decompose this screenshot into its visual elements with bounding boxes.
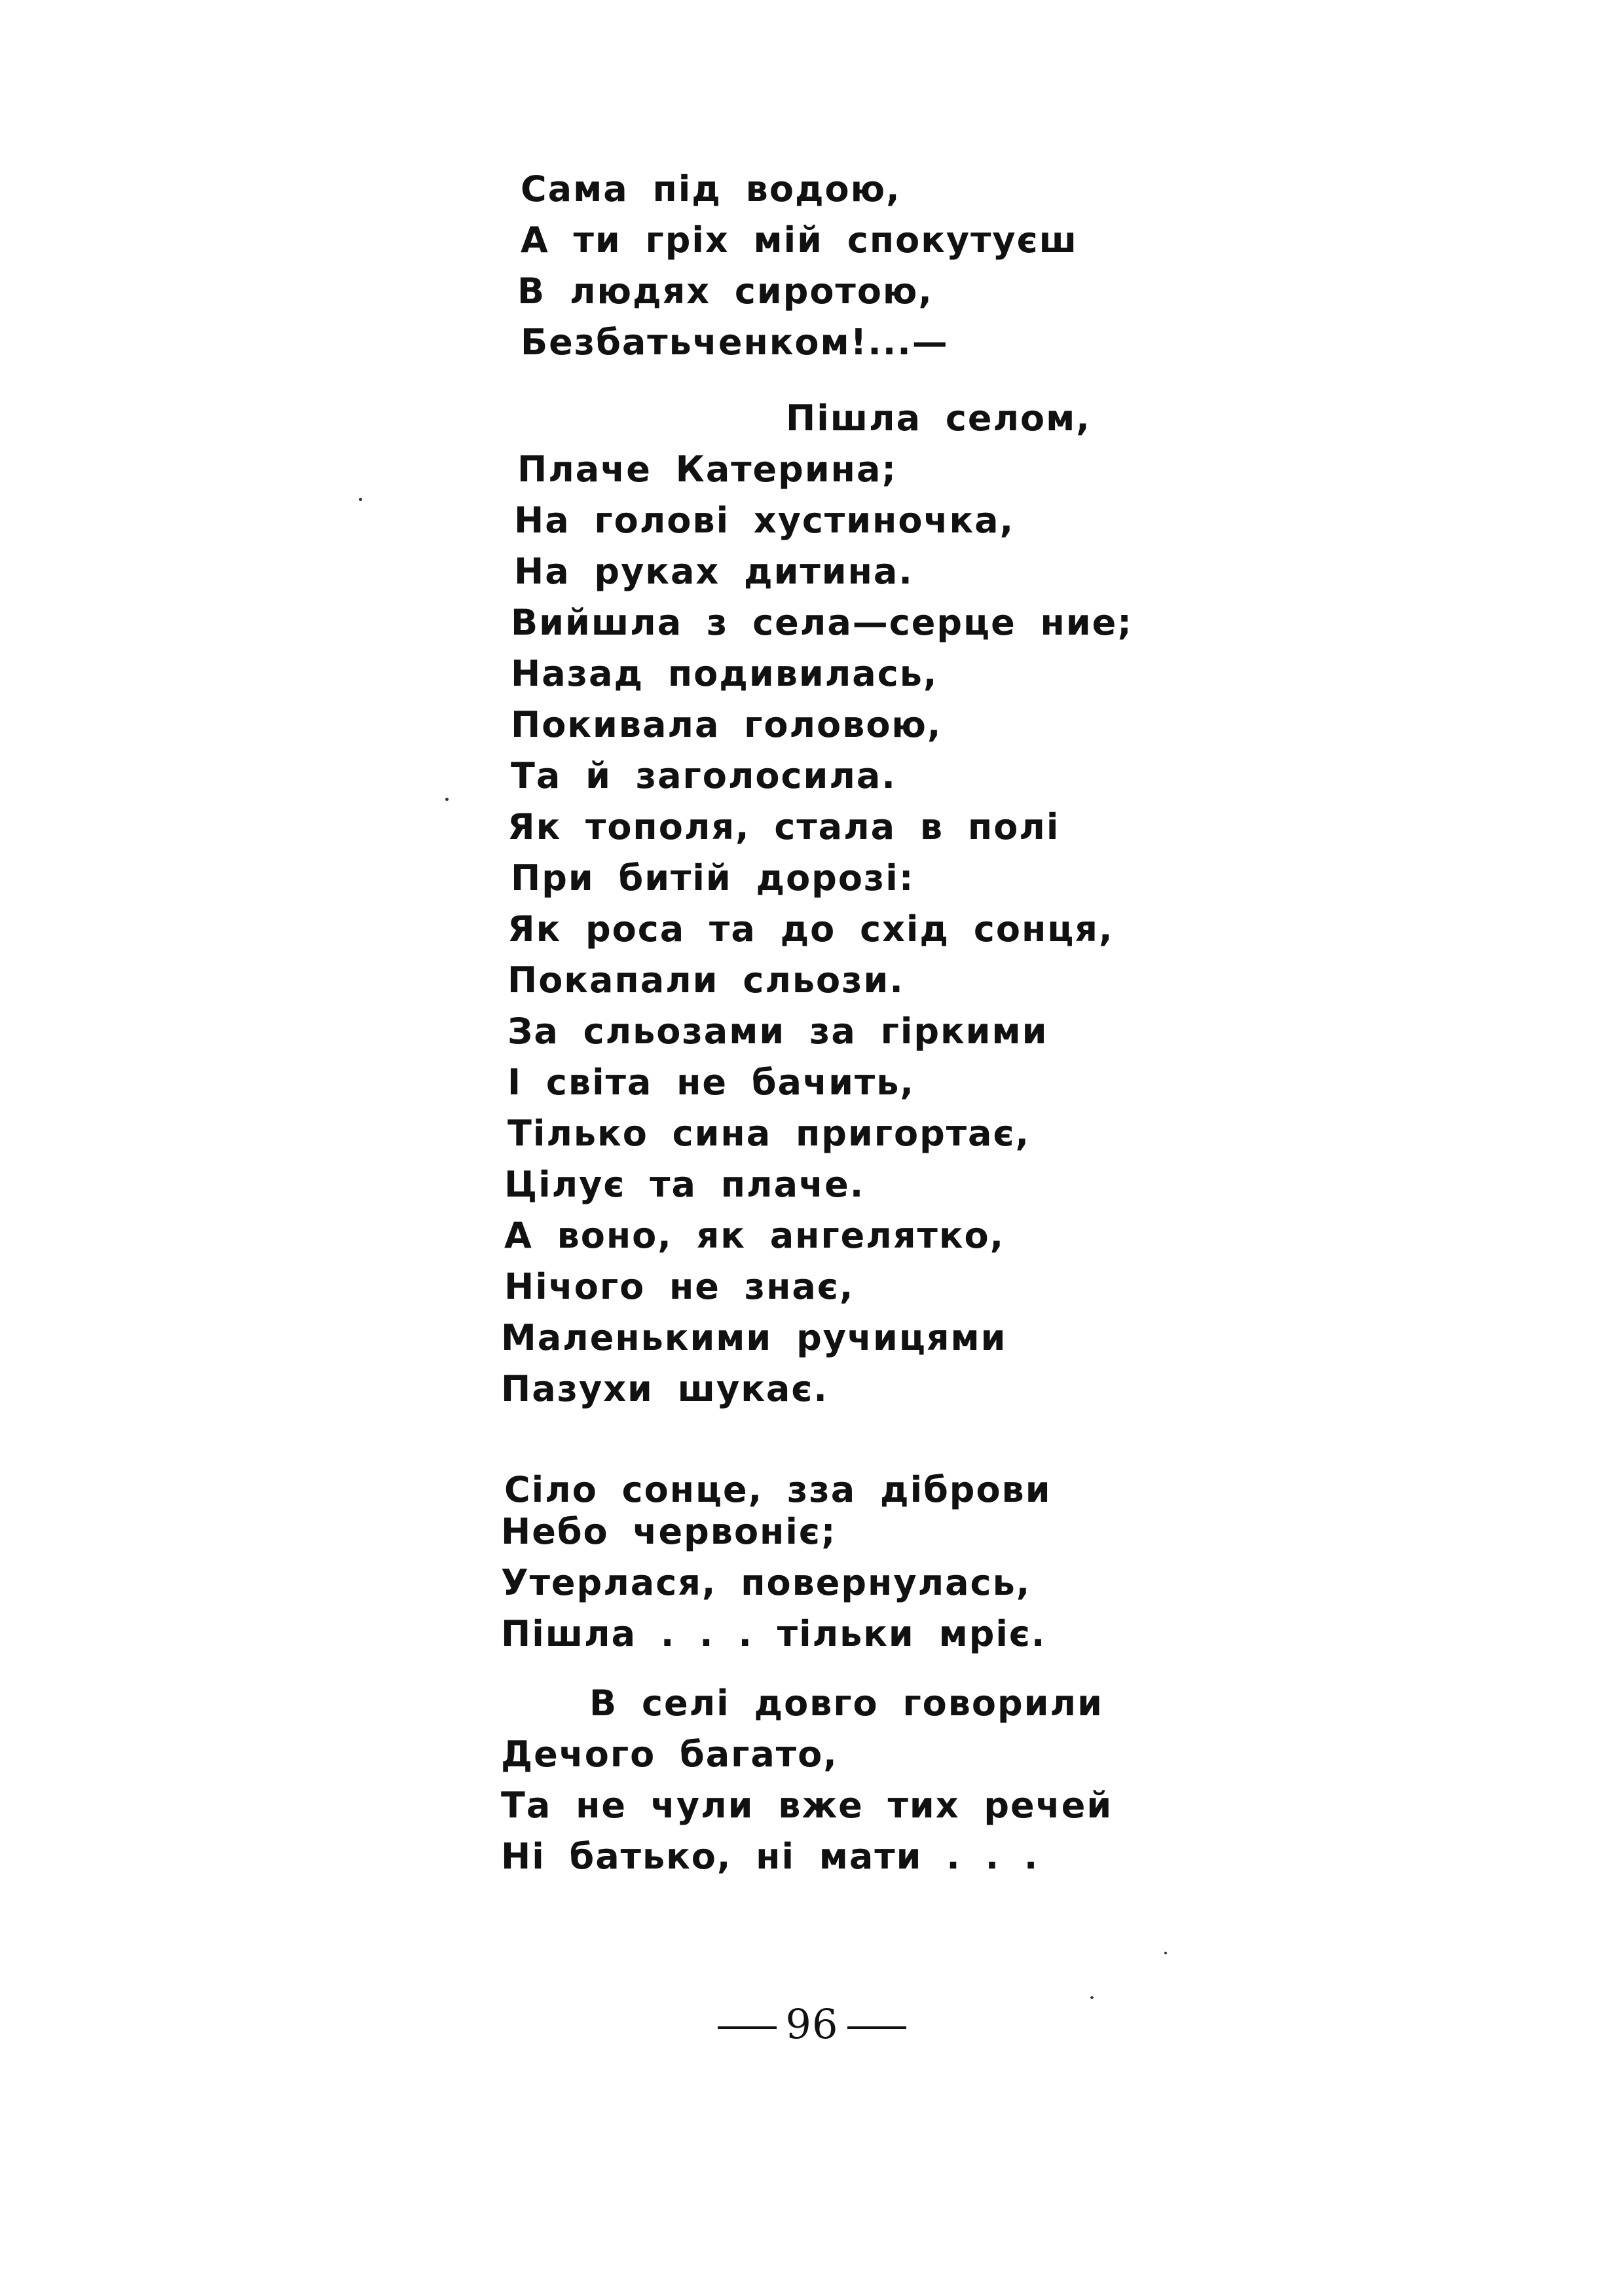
- poem-line: Цілує та плаче.: [504, 1164, 865, 1205]
- poem-line: Та не чули вже тих речей: [501, 1785, 1113, 1826]
- poem-line: Покивала головою,: [511, 704, 942, 745]
- page-number-value: 96: [785, 2000, 839, 2048]
- poem-line: Дечого багато,: [501, 1734, 838, 1775]
- poem-line: Тілько сина пригортає,: [507, 1113, 1031, 1154]
- dash-left: [718, 2026, 777, 2029]
- poem-line: Вийшла з села—серце ние;: [511, 602, 1133, 643]
- poem-line: Утерлася, повернулась,: [501, 1562, 1031, 1603]
- scan-speck: [359, 498, 362, 501]
- poem-line: Та й заголосила.: [511, 755, 896, 796]
- scan-speck: [445, 798, 449, 801]
- poem-line: Назад подивилась,: [511, 653, 938, 694]
- poem-line: Безбатьченком!...—: [521, 322, 949, 363]
- poem-line: А воно, як ангелятко,: [504, 1215, 1005, 1256]
- poem-line: І світа не бачить,: [507, 1062, 915, 1103]
- poem-line: Маленькими ручицями: [501, 1317, 1007, 1358]
- poem-line: Пішла селом,: [786, 398, 1091, 439]
- scan-speck: [1164, 1952, 1167, 1954]
- poem-line: При битій дорозі:: [511, 857, 915, 899]
- poem-line: На руках дитина.: [514, 551, 913, 592]
- poem-line: На голові хустиночка,: [514, 500, 1015, 541]
- poem-line: Сіло сонце, зза діброви: [504, 1469, 1052, 1510]
- poem-line: Як роса та до схід сонця,: [507, 908, 1114, 950]
- poem-line: Пішла . . . тільки мріє.: [501, 1613, 1046, 1654]
- page-number: [0, 2000, 1624, 2048]
- poem-line: Сама під водою,: [521, 168, 901, 210]
- poem-line: Ні батько, ні мати . . .: [501, 1836, 1039, 1877]
- poem-line: Покапали сльози.: [507, 959, 904, 1001]
- poem-line: В людях сиротою,: [517, 270, 933, 312]
- scan-speck: [1090, 1996, 1094, 1999]
- dash-right: [847, 2026, 906, 2029]
- poem-line: Як тополя, стала в полі: [507, 806, 1060, 847]
- poem-line: За сльозами за гіркими: [507, 1011, 1048, 1052]
- poem-line: А ти гріх мій спокутуєш: [521, 219, 1078, 261]
- poem-line: Небо червоніє;: [501, 1511, 837, 1552]
- poem-line: Нічого не знає,: [504, 1266, 855, 1307]
- poem-line: В селі довго говорили: [589, 1683, 1103, 1724]
- poem-line: Плаче Катерина;: [517, 449, 898, 490]
- poem-line: Пазухи шукає.: [501, 1368, 828, 1409]
